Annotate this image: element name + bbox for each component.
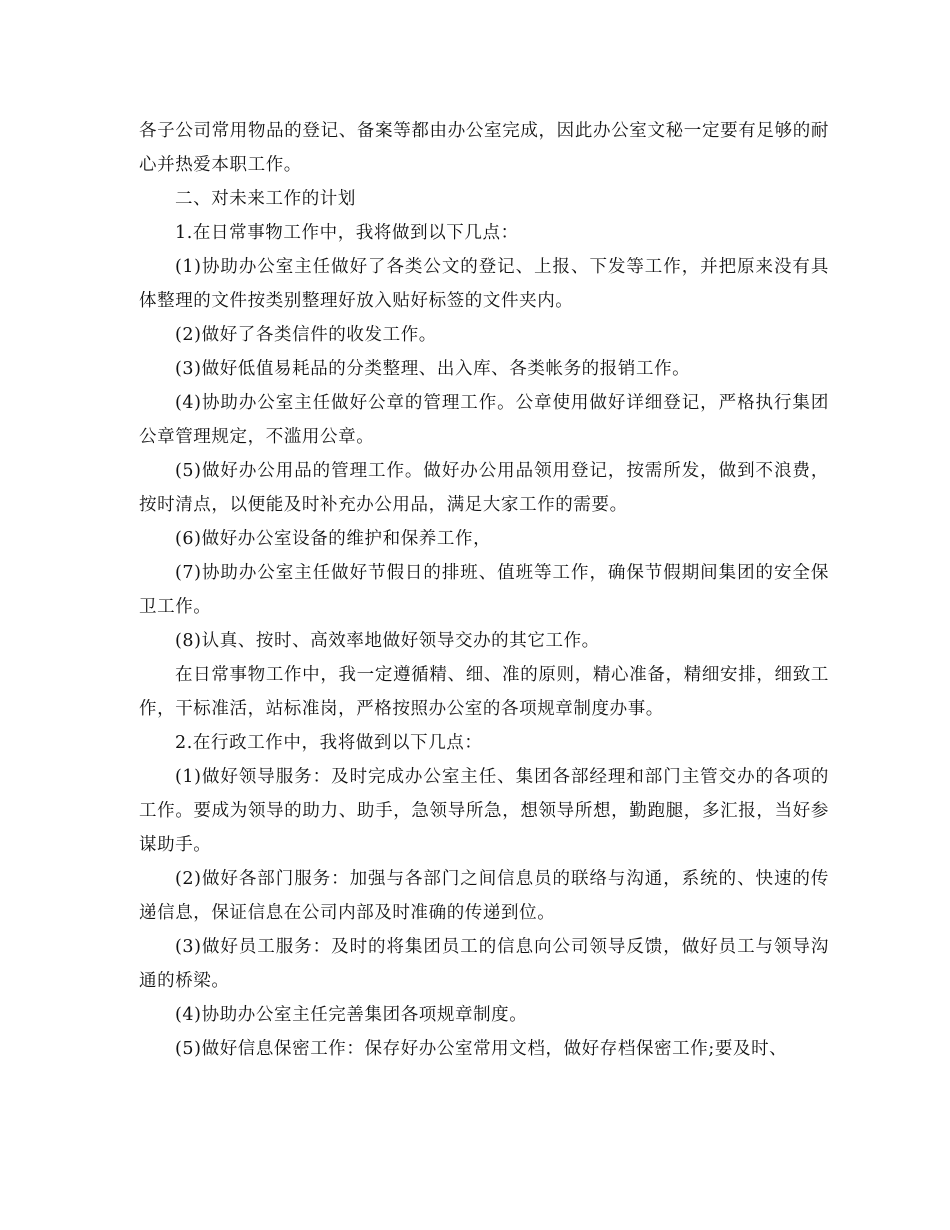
- list-item: (2)做好各部门服务：加强与各部门之间信息员的联络与沟通，系统的、快速的传递信息，保证信息在公司内部及时准确的传递到位。: [139, 869, 829, 923]
- list-item: (5)做好办公用品的管理工作。做好办公用品领用登记，按需所发，做到不浪费，按时清点，以便能及时补充办公用品，满足大家工作的需要。: [139, 461, 829, 515]
- list-item: (4)协助办公室主任做好公章的管理工作。公章使用做好详细登记，严格执行集团公章管理规定，不滥用公章。: [139, 393, 829, 447]
- subsection-heading: 1.在日常事物工作中，我将做到以下几点：: [175, 223, 519, 243]
- paragraph: 在日常事物工作中，我一定遵循精、细、准的原则，精心准备，精细安排，细致工作，干标准活，站标准岗，严格按照办公室的各项规章制度办事。: [139, 665, 829, 719]
- paragraph: 各子公司常用物品的登记、备案等都由办公室完成，因此办公室文秘一定要有足够的耐心并热爱本职工作。: [139, 121, 829, 175]
- list-item: (5)做好信息保密工作：保存好办公室常用文档，做好存档保密工作;要及时、: [175, 1039, 788, 1059]
- list-item: (3)做好员工服务：及时的将集团员工的信息向公司领导反馈，做好员工与领导沟通的桥梁。: [139, 937, 829, 991]
- list-item: (8)认真、按时、高效率地做好领导交办的其它工作。: [175, 631, 600, 651]
- list-item: (6)做好办公室设备的维护和保养工作，: [175, 529, 492, 549]
- list-item: (2)做好了各类信件的收发工作。: [175, 325, 437, 345]
- list-item: (4)协助办公室主任完善集团各项规章制度。: [175, 1005, 528, 1025]
- section-heading: 二、对未来工作的计划: [175, 189, 356, 209]
- subsection-heading: 2.在行政工作中，我将做到以下几点：: [175, 733, 483, 753]
- list-item: (1)协助办公室主任做好了各类公文的登记、上报、下发等工作，并把原来没有具体整理的文件按类别整理好放入贴好标签的文件夹内。: [139, 257, 829, 311]
- list-item: (3)做好低值易耗品的分类整理、出入库、各类帐务的报销工作。: [175, 359, 691, 379]
- list-item: (1)做好领导服务：及时完成办公室主任、集团各部经理和部门主管交办的各项的工作。要成为领导的助力、助手，急领导所急，想领导所想，勤跑腿，多汇报，当好参谋助手。: [139, 767, 829, 855]
- list-item: (7)协助办公室主任做好节假日的排班、值班等工作，确保节假期间集团的安全保卫工作。: [139, 563, 829, 617]
- document-body: [139, 114, 829, 1066]
